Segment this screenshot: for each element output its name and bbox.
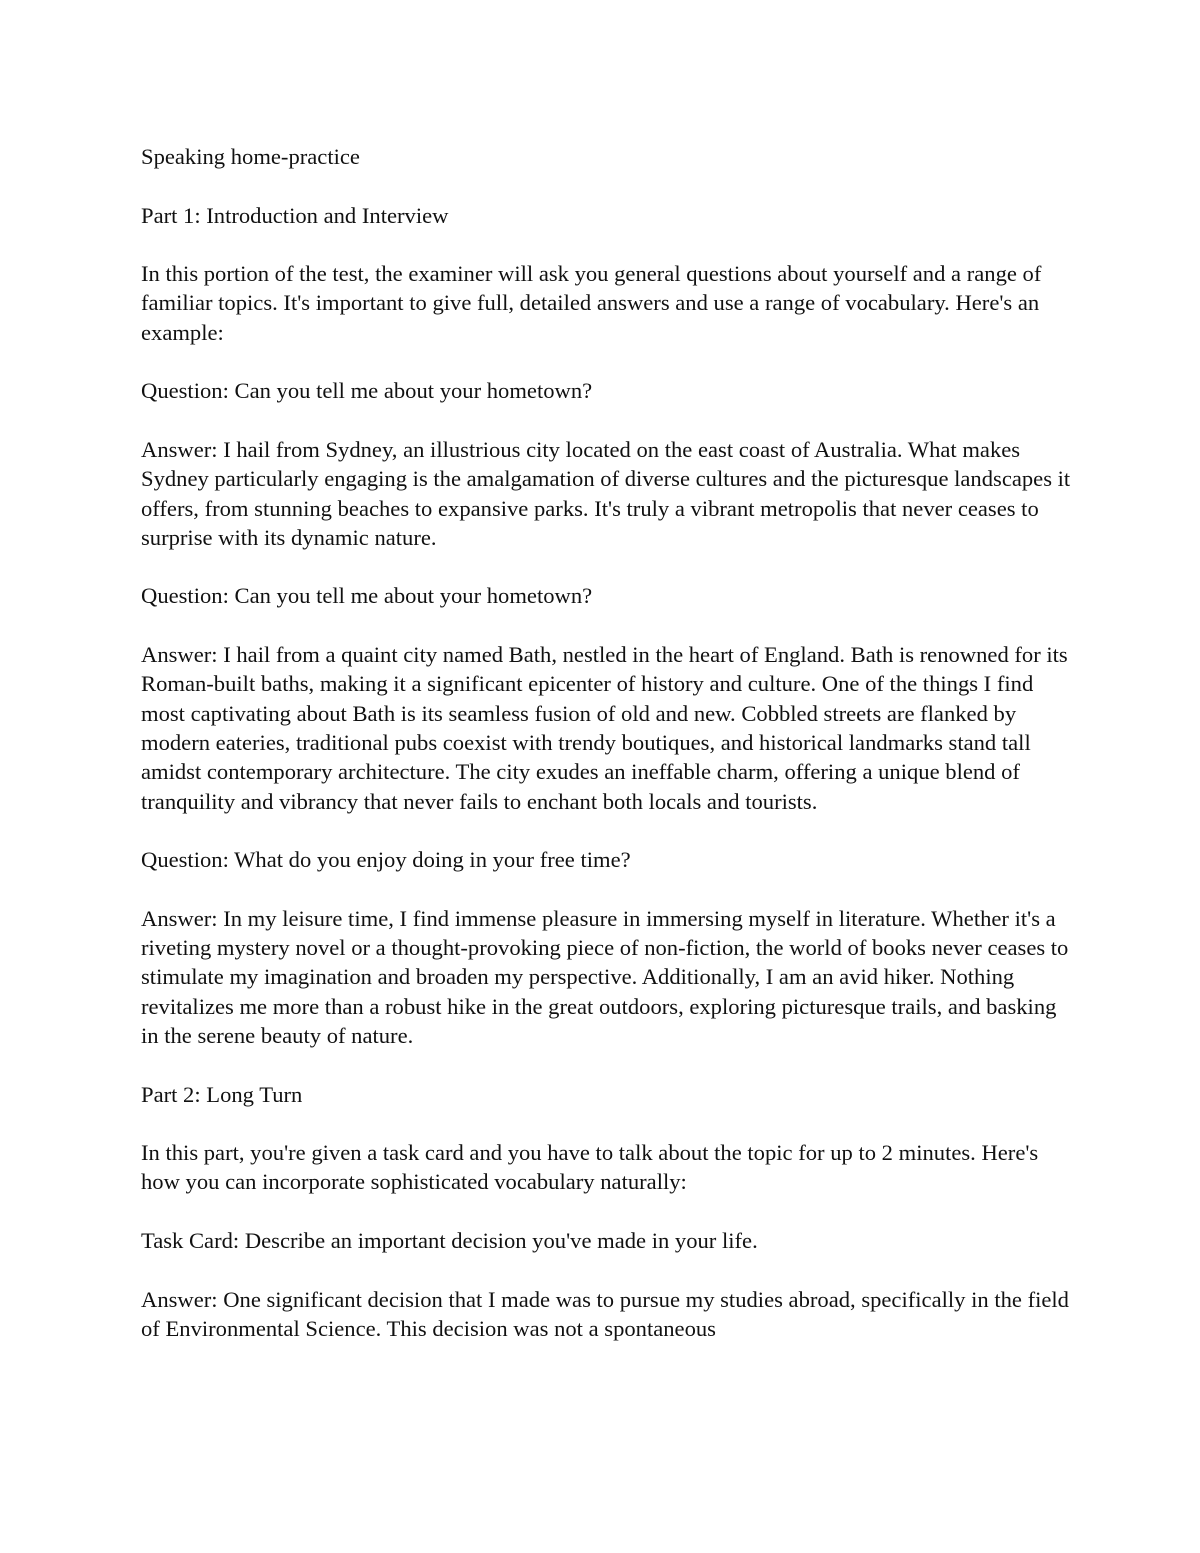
question-free-time: Question: What do you enjoy doing in your free time?: [141, 847, 631, 873]
question-hometown-1: Question: Can you tell me about your hometown?: [141, 378, 593, 404]
answer-bath: Answer: I hail from a quaint city named Bath, nestled in the heart of England. Bath is renowned for its Roman-built baths, making it a significant epicenter of history and culture. One of the things I find most captivating about Bath is its seamless fusion of old and new. Cobbled streets are flanked by modern eateries, traditional pubs coexist with trendy boutiques, and historical landmarks stand tall amidst contemporary architecture. The city exudes an ineffable charm, offering a unique blend of tranquility and vibrancy that never fails to enchant both locals and tourists.: [141, 642, 1068, 814]
part1-heading: Part 1: Introduction and Interview: [141, 202, 449, 228]
part2-heading: Part 2: Long Turn: [141, 1081, 303, 1107]
part1-intro-paragraph: In this portion of the test, the examiner will ask you general questions about yourself and a range of familiar topics. It's important to give full, detailed answers and use a range of vocabulary. Here's an example:: [141, 261, 1042, 345]
question-hometown-2: Question: Can you tell me about your hometown?: [141, 583, 593, 609]
task-card: Task Card: Describe an important decision you've made in your life.: [141, 1227, 758, 1253]
document-body: [141, 142, 1071, 1372]
answer-decision: Answer: One significant decision that I made was to pursue my studies abroad, specifically in the field of Environmental Science. This decision was not a spontaneous: [141, 1286, 1069, 1341]
answer-free-time: Answer: In my leisure time, I find immense pleasure in immersing myself in literature. Whether it's a riveting mystery novel or a thought-provoking piece of non-fiction, the world of books never ceases to stimulate my imagination and broaden my perspective. Additionally, I am an avid hiker. Nothing revitalizes me more than a robust hike in the great outdoors, exploring picturesque trails, and basking in the serene beauty of nature.: [141, 905, 1069, 1048]
answer-sydney: Answer: I hail from Sydney, an illustrious city located on the east coast of Australia. What makes Sydney particularly engaging is the amalgamation of diverse cultures and the picturesque landscapes it offers, from stunning beaches to expansive parks. It's truly a vibrant metropolis that never ceases to surprise with its dynamic nature.: [141, 436, 1071, 550]
part2-intro-paragraph: In this part, you're given a task card and you have to talk about the topic for up to 2 minutes. Here's how you can incorporate sophisticated vocabulary naturally:: [141, 1140, 1039, 1195]
document-title: Speaking home-practice: [141, 144, 360, 169]
